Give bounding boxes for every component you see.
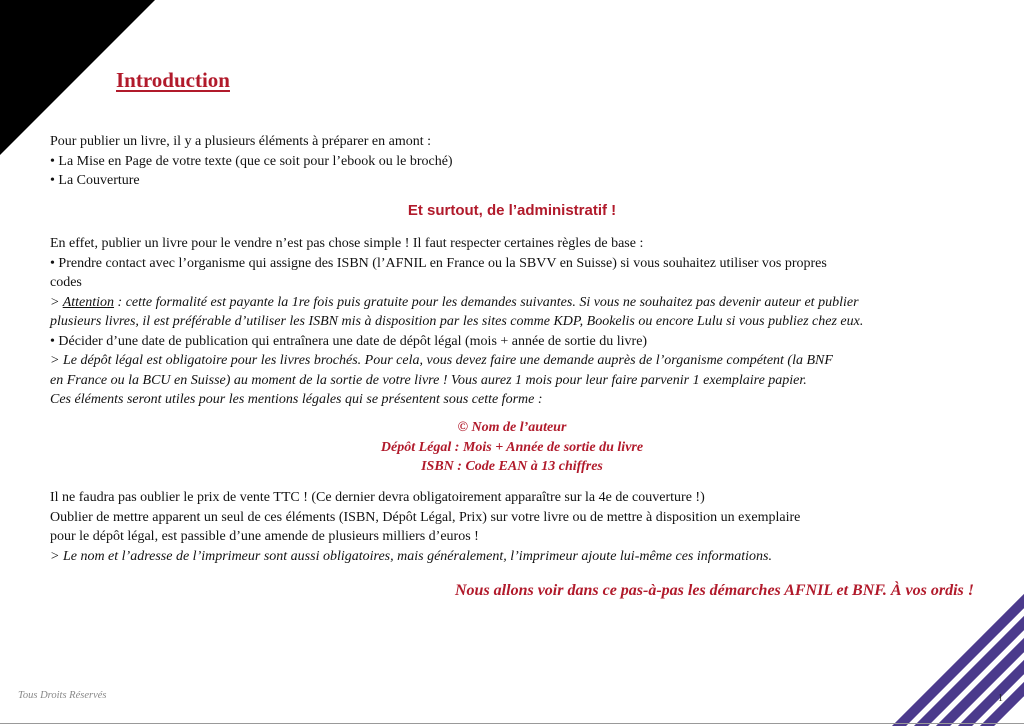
pricing-line1: Il ne faudra pas oublier le prix de vente TTC ! (Ce dernier devra obligatoirement apparaître sur la 4e de couverture !) — [50, 490, 705, 505]
admin-bullet-date: • Décider d’une date de publication qui entraînera une date de dépôt légal (mois + année de sortie du livre) — [50, 333, 648, 349]
attention-label: Attention — [62, 294, 115, 310]
legal-depot-line: Dépôt Légal : Mois + Année de sortie du livre — [380, 439, 644, 455]
admin-bullet-isbn: • Prendre contact avec l’organisme qui assigne des ISBN (l’AFNIL en France ou la SBVV en Suisse) si vous souhaitez utiliser vos propres — [50, 255, 827, 271]
intro-line: Pour publier un livre, il y a plusieurs éléments à préparer en amont : — [50, 134, 432, 149]
legal-author-line: © Nom de l’auteur — [457, 420, 567, 435]
attention-text: : cette formalité est payante la 1re fois puis gratuite pour les demandes suivantes. Si vous ne souhaitez pas devenir auteur et publier — [114, 294, 859, 310]
depot-note-line3: Ces éléments seront utiles pour les mentions légales qui se présentent sous cette forme : — [50, 392, 543, 407]
depot-note-line2: en France ou la BCU en Suisse) au moment de la sortie de votre livre ! Vous aurez 1 mois pour leur faire parvenir 1 exemplaire papier. — [50, 372, 807, 388]
admin-intro-line: En effet, publier un livre pour le vendre n’est pas chose simple ! Il faut respecter certaines règles de base : — [50, 236, 644, 251]
depot-note-line1: > Le dépôt légal est obligatoire pour les livres brochés. Pour cela, vous devez faire une demande auprès de l’organisme compétent (la BNF — [50, 353, 833, 368]
attention-prefix: > — [50, 294, 63, 310]
intro-bullet-cover: • La Couverture — [50, 173, 140, 188]
legal-mentions — [0, 418, 1024, 477]
pricing-line2: Oublier de mettre apparent un seul de ces éléments (ISBN, Dépôt Légal, Prix) sur votre livre ou de mettre à disposition un exemplaire — [50, 509, 801, 525]
printer-note: > Le nom et l’adresse de l’imprimeur sont aussi obligatoires, mais généralement, l’imprimeur ajoute lui-même ces informations. — [50, 548, 772, 564]
admin-bullet-isbn-cont: codes — [50, 275, 82, 290]
corner-stripes-decoration — [884, 586, 1024, 726]
page-bottom-border — [0, 723, 1024, 724]
pricing-line3: pour le dépôt légal, est passible d’une amende de plusieurs milliers d’euros ! — [50, 529, 479, 544]
page-number: 1 — [998, 693, 1003, 704]
intro-section — [50, 132, 980, 191]
attention-note-cont: plusieurs livres, il est préférable d’utiliser les ISBN mis à disposition par les sites comme KDP, Bookelis ou encore Lulu si vous publiez chez eux. — [50, 314, 864, 329]
admin-section — [50, 234, 980, 410]
section-subheading: Et surtout, de l’administratif ! — [407, 202, 617, 219]
page-title: Introduction — [116, 68, 230, 92]
pricing-section — [50, 488, 980, 566]
footer-rights: Tous Droits Réservés — [18, 690, 107, 701]
intro-bullet-layout: • La Mise en Page de votre texte (que ce soit pour l’ebook ou le broché) — [50, 153, 453, 169]
legal-isbn-line: ISBN : Code EAN à 13 chiffres — [421, 459, 603, 474]
closing-statement: Nous allons voir dans ce pas-à-pas les démarches AFNIL et BNF. À vos ordis ! — [455, 582, 974, 599]
attention-note — [50, 293, 980, 313]
